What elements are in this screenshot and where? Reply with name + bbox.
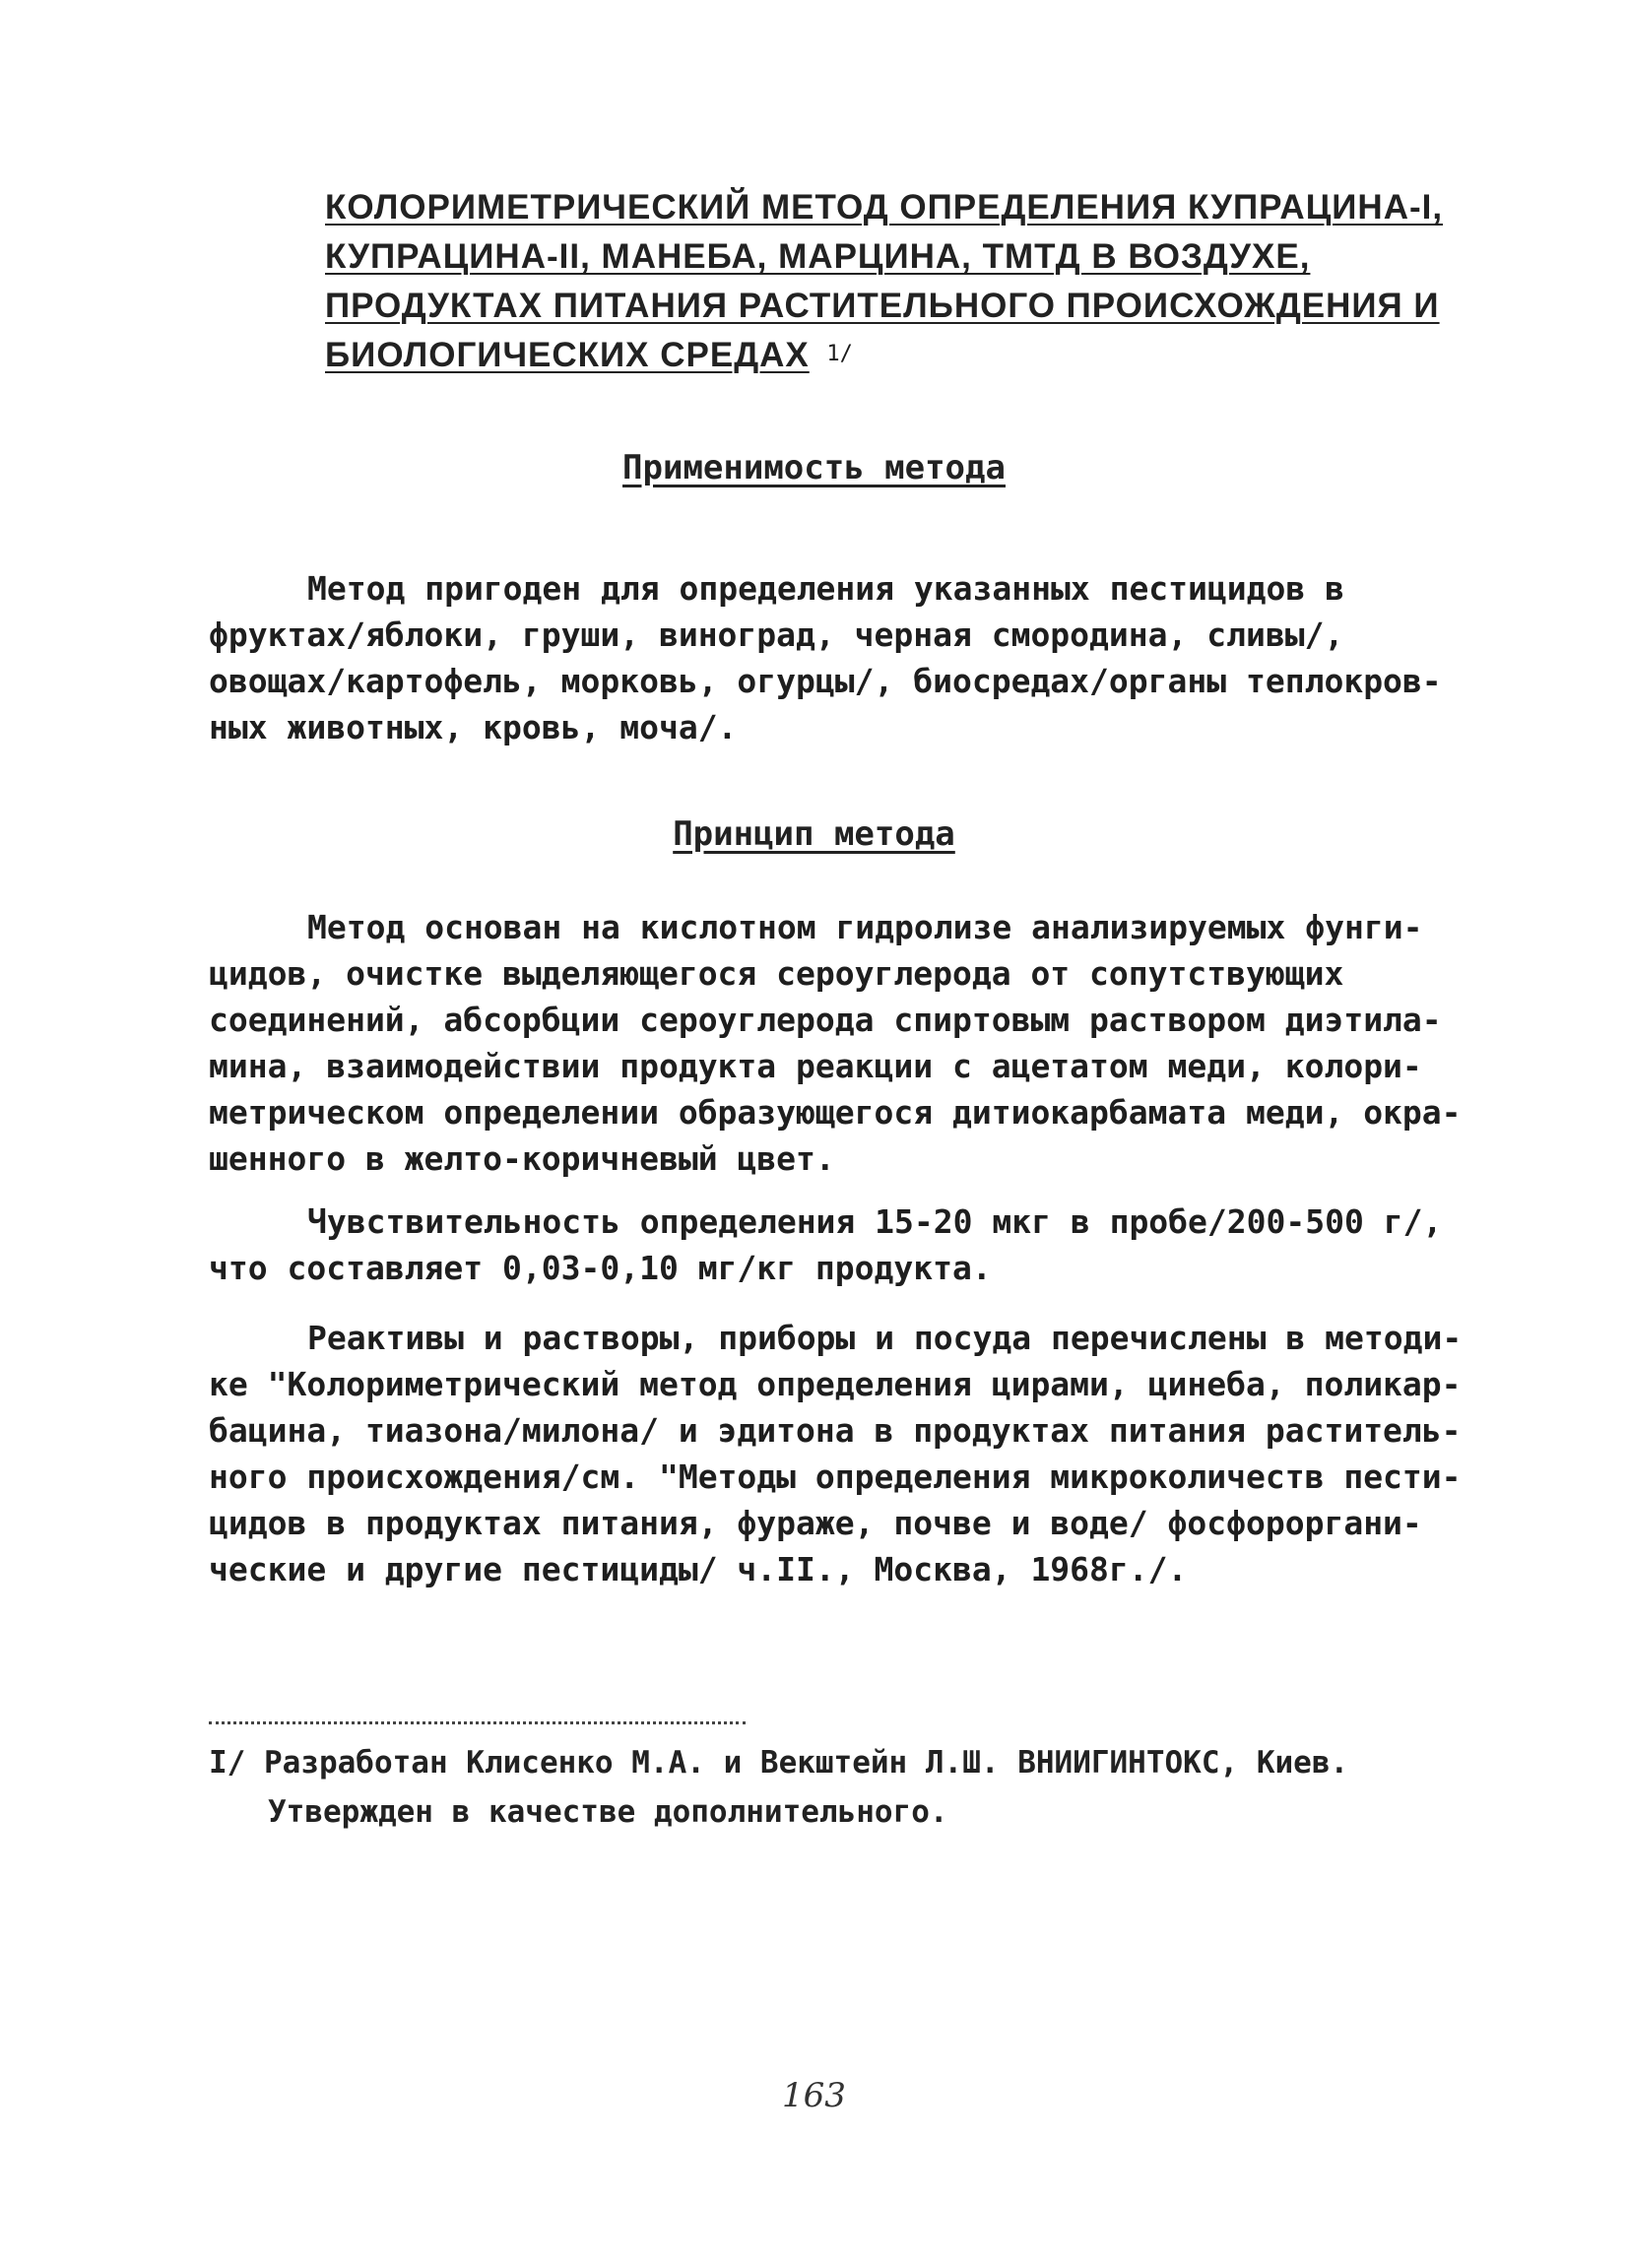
title-line-2: КУПРАЦИНА-II, МАНЕБА, МАРЦИНА, ТМТД В ВОЗДУХЕ, (325, 237, 1311, 276)
footnote-line-1: I/ Разработан Клисенко М.А. и Векштейн Л.Ш. ВНИИГИНТОКС, Киев. (209, 1745, 1349, 1781)
section-heading-principle: Принцип метода (673, 814, 955, 854)
text-line: Метод пригоден для определения указанных пестицидов в (307, 569, 1344, 608)
footnote (209, 1738, 1348, 1837)
text-line: Метод основан на кислотном гидролизе анализируемых фунги- (307, 908, 1423, 946)
text-line: что составляет 0,03-0,10 мг/кг продукта. (209, 1249, 992, 1287)
reagents-paragraph (209, 1315, 1463, 1592)
text-line: соединений, абсорбции сероуглерода спиртовым раствором диэтила- (209, 1001, 1442, 1039)
text-line: фруктах/яблоки, груши, виноград, черная смородина, сливы/, (209, 616, 1344, 654)
text-line: ного происхождения/см. "Методы определения микроколичеств пести- (209, 1458, 1462, 1496)
applicability-paragraph (209, 565, 1442, 750)
title-line-4: БИОЛОГИЧЕСКИХ СРЕДАХ (325, 336, 810, 374)
text-line: мина, взаимодействии продукта реакции с ацетатом меди, колори- (209, 1047, 1422, 1085)
document-title (325, 183, 1444, 380)
principle-paragraph-1 (209, 904, 1462, 1182)
text-line: Реактивы и растворы, приборы и посуда перечислены в методи- (307, 1319, 1463, 1357)
text-line: ке "Колориметрический метод определения цирами, цинеба, поликар- (209, 1365, 1462, 1403)
text-line: цидов в продуктах питания, фураже, почве и воде/ фосфороргани- (209, 1504, 1422, 1542)
text-line: Чувствительность определения 15-20 мкг в пробе/200-500 г/, (307, 1202, 1443, 1241)
text-line: шенного в желто-коричневый цвет. (209, 1139, 835, 1178)
text-line: цидов, очистке выделяющегося сероуглерода от сопутствующих (209, 954, 1344, 993)
text-line: метрическом определении образующегося дитиокарбамата меди, окра- (209, 1093, 1462, 1132)
title-line-3: ПРОДУКТАХ ПИТАНИЯ РАСТИТЕЛЬНОГО ПРОИСХОЖДЕНИЯ И (325, 287, 1440, 325)
title-line-1: КОЛОРИМЕТРИЧЕСКИЙ МЕТОД ОПРЕДЕЛЕНИЯ КУПРАЦИНА-I, (325, 188, 1444, 227)
sensitivity-paragraph (209, 1199, 1443, 1291)
text-line: бацина, тиазона/милона/ и эдитона в продуктах питания раститель- (209, 1411, 1462, 1450)
text-line: ных животных, кровь, моча/. (209, 708, 738, 746)
page-number: 163 (782, 2076, 846, 2115)
section-heading-applicability: Применимость метода (622, 448, 1006, 487)
footnote-separator (209, 1721, 746, 1724)
footnote-line-2: Утвержден в качестве дополнительного. (268, 1794, 948, 1830)
title-footnote-mark: 1/ (826, 341, 853, 366)
text-line: ческие и другие пестициды/ ч.II., Москва, 1968г./. (209, 1550, 1188, 1588)
text-line: овощах/картофель, морковь, огурцы/, биосредах/органы теплокров- (209, 662, 1442, 700)
